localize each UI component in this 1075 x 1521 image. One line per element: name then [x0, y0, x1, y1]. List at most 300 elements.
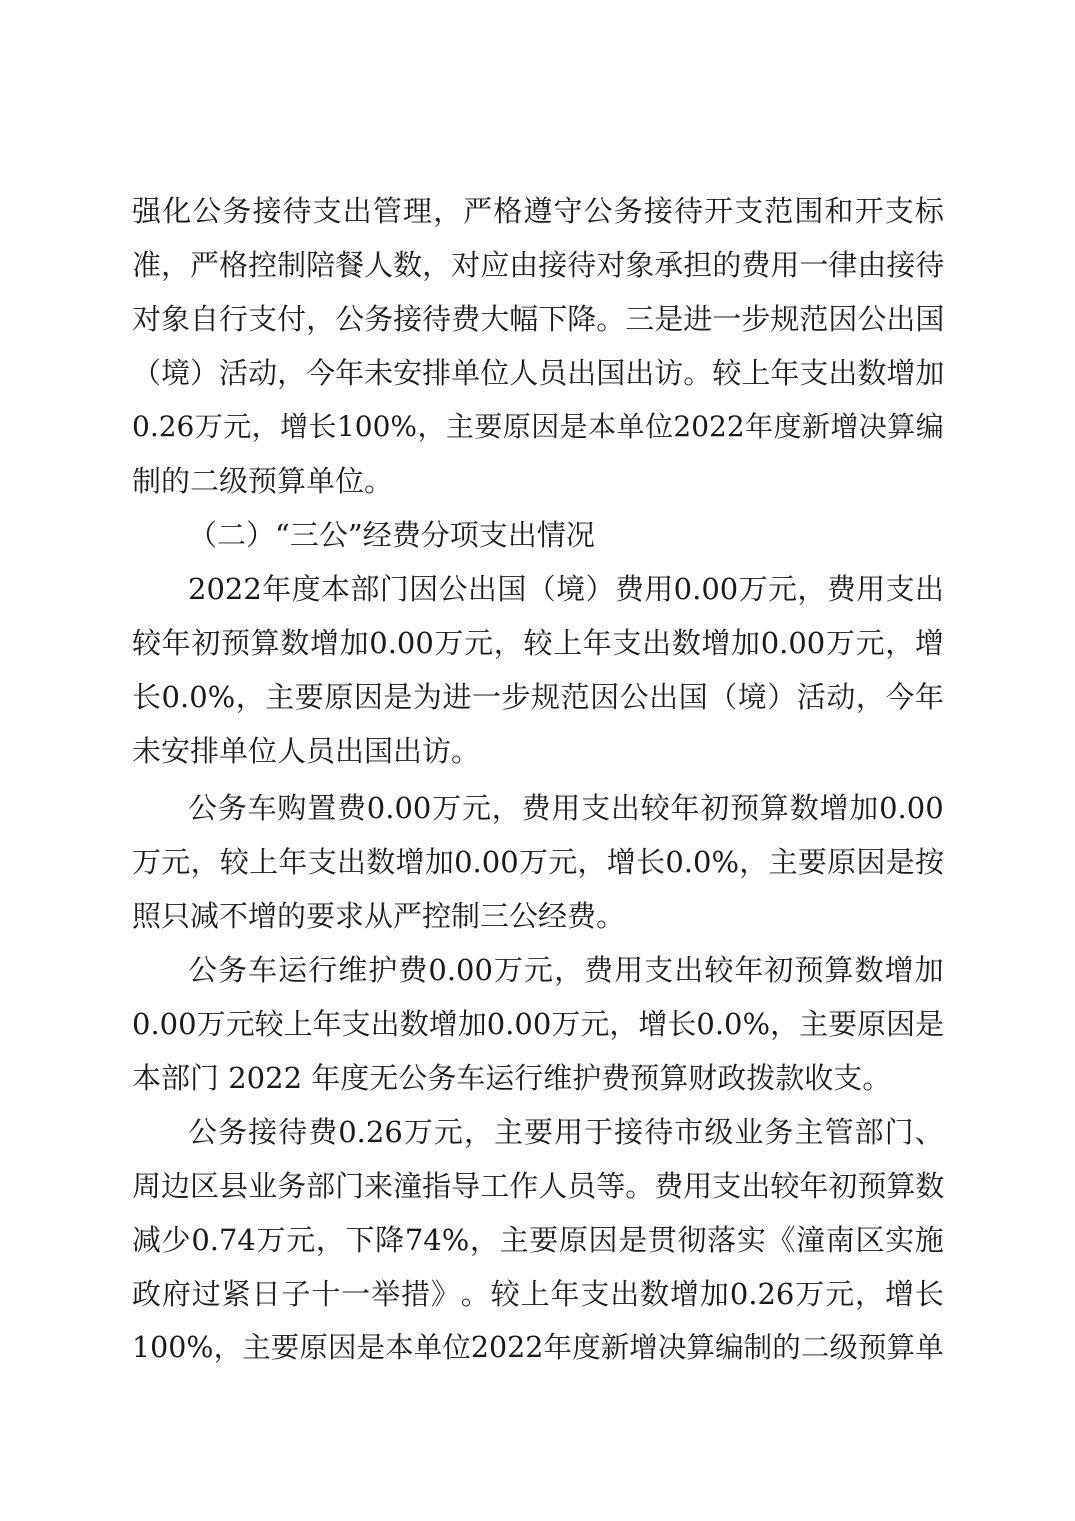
- glyph: 员: [538, 356, 568, 390]
- glyph: 公: [188, 953, 218, 987]
- glyph: 出: [370, 1007, 400, 1041]
- glyph: 政: [132, 1277, 162, 1311]
- glyph: 万: [196, 1007, 226, 1041]
- glyph: 象: [625, 248, 655, 282]
- glyph: 支: [712, 1169, 742, 1203]
- glyph: 降: [567, 302, 597, 336]
- glyph: 日: [251, 1277, 281, 1311]
- glyph: 较: [254, 1007, 284, 1041]
- glyph: 支: [644, 953, 674, 987]
- glyph: 增: [638, 1007, 668, 1041]
- glyph: 。: [596, 302, 626, 336]
- glyph: 紧: [221, 1277, 251, 1311]
- glyph: ，: [491, 791, 521, 825]
- glyph: 年: [745, 410, 774, 443]
- glyph: 初: [828, 1169, 858, 1203]
- glyph: 长: [636, 845, 666, 879]
- glyph: 原: [857, 1007, 887, 1041]
- glyph: 经: [362, 518, 392, 552]
- glyph: ）: [585, 572, 615, 606]
- glyph: 分: [420, 518, 450, 552]
- glyph: 数: [857, 356, 887, 390]
- glyph: 出: [642, 626, 672, 660]
- glyph: 施: [914, 1223, 944, 1257]
- glyph: 费: [521, 791, 551, 825]
- glyph: 数: [671, 626, 701, 660]
- glyph: 年: [335, 356, 365, 390]
- glyph: 0.0%: [665, 845, 740, 879]
- glyph: 用: [551, 791, 581, 825]
- glyph: 支: [581, 791, 611, 825]
- glyph: 待: [915, 248, 944, 282]
- glyph: 务: [217, 791, 247, 825]
- glyph: ，: [315, 1223, 345, 1257]
- glyph: 守: [553, 194, 583, 228]
- glyph: 车: [247, 791, 277, 825]
- glyph: 人: [509, 356, 539, 390]
- glyph: 级: [704, 1115, 734, 1149]
- glyph: 0.00: [486, 1007, 552, 1041]
- glyph: 较: [219, 845, 249, 879]
- glyph: 上: [741, 356, 771, 390]
- glyph: 于: [584, 1115, 614, 1149]
- glyph: 区: [855, 1223, 885, 1257]
- glyph: 万: [795, 1277, 825, 1311]
- glyph: 支: [734, 194, 764, 228]
- glyph: 加: [731, 626, 761, 660]
- glyph: 动: [826, 680, 856, 714]
- glyph: 初: [764, 953, 794, 987]
- glyph: 数: [789, 791, 819, 825]
- glyph: 0.00: [879, 791, 944, 825]
- glyph: 二: [217, 518, 247, 552]
- glyph: “: [275, 518, 290, 552]
- glyph: 格: [219, 248, 249, 282]
- glyph: 增: [395, 845, 425, 879]
- glyph: ，: [493, 626, 523, 660]
- glyph: 府: [161, 1277, 191, 1311]
- glyph: 新: [801, 410, 830, 443]
- glyph: 严: [463, 194, 493, 228]
- glyph: 管: [372, 194, 402, 228]
- glyph: 用: [683, 1169, 713, 1203]
- glyph: 预: [858, 1331, 887, 1364]
- glyph: 下: [538, 302, 568, 336]
- glyph: 因: [828, 302, 858, 336]
- text-line: [188, 562, 944, 616]
- glyph: 0.0%: [161, 680, 236, 714]
- glyph: 护: [368, 953, 398, 987]
- glyph: 本: [588, 410, 617, 443]
- glyph: 因: [409, 572, 439, 606]
- glyph: 接: [393, 302, 423, 336]
- glyph: 和: [824, 194, 854, 228]
- glyph: （: [526, 572, 556, 606]
- glyph: 人: [364, 248, 394, 282]
- glyph: 较: [704, 953, 734, 987]
- glyph: 支: [248, 302, 278, 336]
- glyph: 增: [670, 1277, 700, 1311]
- glyph: 0.00: [369, 626, 434, 660]
- glyph: 主: [445, 410, 474, 443]
- glyph: 万: [132, 845, 162, 879]
- glyph: 预: [730, 791, 760, 825]
- glyph: 长: [914, 1277, 944, 1311]
- text-line: 本部门 2022 年度无公务车运行维护费预算财政拨款收支。: [132, 1061, 892, 1095]
- glyph: 数: [915, 1169, 944, 1203]
- glyph: 是: [618, 1223, 648, 1257]
- glyph: 车: [248, 953, 278, 987]
- glyph: 本: [385, 1331, 414, 1364]
- glyph: 0.74: [191, 1223, 256, 1257]
- glyph: 国: [596, 356, 626, 390]
- glyph: 餐: [335, 248, 365, 282]
- glyph: 今: [885, 680, 915, 714]
- glyph: 数: [854, 953, 884, 987]
- glyph: ）: [767, 680, 797, 714]
- glyph: 增: [884, 953, 914, 987]
- glyph: 公: [335, 302, 365, 336]
- glyph: 务: [364, 302, 394, 336]
- glyph: 算: [759, 791, 789, 825]
- glyph: ，: [770, 1007, 800, 1041]
- glyph: 加: [424, 845, 454, 879]
- glyph: 十: [311, 1277, 341, 1311]
- glyph: 象: [161, 302, 191, 336]
- glyph: 周: [132, 1169, 162, 1203]
- glyph: 接: [248, 1115, 278, 1149]
- glyph: 出: [828, 356, 858, 390]
- glyph: 国: [497, 572, 527, 606]
- glyph: 元: [855, 626, 885, 660]
- glyph: 严: [190, 248, 220, 282]
- glyph: 度: [773, 410, 802, 443]
- glyph: 长: [132, 680, 162, 714]
- text-line: [132, 1213, 944, 1267]
- glyph: 预: [220, 626, 250, 660]
- glyph: 员: [567, 1169, 597, 1203]
- glyph: ，: [855, 1277, 885, 1311]
- glyph: 主: [768, 845, 798, 879]
- glyph: 标: [914, 194, 944, 228]
- glyph: 购: [277, 791, 307, 825]
- glyph: 业: [734, 1115, 764, 1149]
- glyph: 公: [188, 1115, 218, 1149]
- glyph: 的: [772, 1331, 801, 1364]
- glyph: 万: [194, 410, 223, 443]
- glyph: 主: [265, 680, 295, 714]
- glyph: 动: [248, 356, 278, 390]
- glyph: 管: [824, 1115, 854, 1149]
- glyph: 自: [190, 302, 220, 336]
- glyph: 待: [673, 194, 703, 228]
- glyph: 因: [327, 1331, 357, 1364]
- glyph: 一: [799, 248, 829, 282]
- glyph: 控: [248, 248, 278, 282]
- glyph: 境: [737, 680, 767, 714]
- glyph: 是: [559, 410, 588, 443]
- glyph: 出: [610, 1277, 640, 1311]
- glyph: 出: [342, 194, 372, 228]
- glyph: 元: [223, 410, 252, 443]
- glyph: 元: [461, 791, 491, 825]
- text-line: [188, 943, 944, 997]
- glyph: 待: [282, 194, 312, 228]
- glyph: 。: [683, 356, 713, 390]
- glyph: 三: [625, 302, 655, 336]
- glyph: 要: [474, 410, 503, 443]
- glyph: 主: [493, 1115, 523, 1149]
- glyph: 三: [289, 518, 319, 552]
- glyph: 级: [829, 1331, 858, 1364]
- glyph: 由: [509, 248, 539, 282]
- text-line: [132, 184, 944, 238]
- glyph: 的: [712, 248, 742, 282]
- glyph: 下: [345, 1223, 375, 1257]
- glyph: 支: [799, 356, 829, 390]
- glyph: 用: [554, 1115, 584, 1149]
- glyph: 子: [281, 1277, 311, 1311]
- text-line: 制的二级预算单位。: [132, 464, 394, 498]
- glyph: 年: [550, 1277, 580, 1311]
- glyph: 算: [886, 1169, 916, 1203]
- glyph: 按: [914, 845, 944, 879]
- glyph: 算: [886, 1331, 916, 1364]
- glyph: 因: [886, 1007, 916, 1041]
- glyph: ，: [306, 302, 336, 336]
- glyph: 0.00: [760, 626, 826, 660]
- text-line: [132, 400, 944, 454]
- glyph: ，: [417, 410, 446, 443]
- glyph: 长: [308, 410, 337, 443]
- glyph: 为: [412, 680, 442, 714]
- glyph: ”: [347, 518, 363, 552]
- glyph: 2022: [470, 1331, 544, 1364]
- text-line: [132, 1321, 944, 1375]
- glyph: 年: [770, 356, 800, 390]
- glyph: 年: [312, 1007, 342, 1041]
- glyph: 上: [553, 626, 583, 660]
- glyph: 大: [480, 302, 510, 336]
- glyph: 贯: [647, 1223, 677, 1257]
- glyph: ，: [885, 626, 915, 660]
- glyph: 制: [743, 1331, 773, 1364]
- glyph: 公: [188, 791, 218, 825]
- glyph: 因: [590, 680, 620, 714]
- glyph: 置: [307, 791, 337, 825]
- glyph: 加: [339, 626, 369, 660]
- glyph: 增: [629, 1331, 658, 1364]
- glyph: 费: [654, 1169, 684, 1203]
- glyph: 支: [580, 1277, 610, 1311]
- glyph: 主: [242, 1331, 271, 1364]
- glyph: 年: [582, 626, 612, 660]
- glyph: 国: [915, 302, 944, 336]
- glyph: 费: [308, 1115, 338, 1149]
- glyph: 承: [654, 248, 684, 282]
- glyph: 年: [799, 1169, 829, 1203]
- glyph: 主: [794, 1115, 824, 1149]
- glyph: ，: [161, 248, 191, 282]
- glyph: 支: [312, 194, 342, 228]
- glyph: 费: [336, 791, 366, 825]
- glyph: 0.00: [428, 953, 493, 987]
- glyph: 待: [567, 248, 597, 282]
- glyph: 支: [884, 194, 914, 228]
- glyph: 主: [499, 1223, 529, 1257]
- glyph: 实: [736, 1223, 766, 1257]
- glyph: 未: [364, 356, 394, 390]
- glyph: 算: [824, 953, 854, 987]
- glyph: 原: [324, 680, 354, 714]
- glyph: 万: [551, 1007, 581, 1041]
- glyph: 潼: [796, 1223, 826, 1257]
- glyph: 2022: [188, 572, 262, 606]
- glyph: 增: [280, 410, 309, 443]
- glyph: 业: [248, 1169, 278, 1203]
- glyph: 一: [471, 680, 501, 714]
- glyph: 公: [438, 572, 468, 606]
- glyph: 0.00: [366, 791, 432, 825]
- glyph: 排: [422, 356, 452, 390]
- glyph: 》: [430, 1277, 460, 1311]
- glyph: 落: [707, 1223, 737, 1257]
- text-line: [132, 1267, 944, 1321]
- glyph: 出: [507, 518, 537, 552]
- glyph: 要: [828, 1007, 858, 1041]
- glyph: 出: [567, 356, 597, 390]
- glyph: ，: [739, 845, 769, 879]
- glyph: 费: [451, 302, 481, 336]
- glyph: 减: [132, 1223, 162, 1257]
- glyph: 开: [704, 194, 734, 228]
- glyph: 增: [606, 845, 636, 879]
- glyph: ，: [797, 572, 827, 606]
- glyph: 长: [667, 1007, 697, 1041]
- glyph: 因: [588, 1223, 618, 1257]
- glyph: 因: [531, 410, 560, 443]
- text-line: [132, 670, 944, 724]
- glyph: 准: [132, 248, 162, 282]
- glyph: 围: [794, 194, 824, 228]
- glyph: 算: [250, 626, 280, 660]
- glyph: 对: [451, 248, 481, 282]
- glyph: 是: [915, 1007, 944, 1041]
- glyph: 出: [886, 302, 916, 336]
- glyph: 要: [797, 845, 827, 879]
- glyph: 0.26: [338, 1115, 403, 1149]
- glyph: 务: [222, 194, 252, 228]
- glyph: 要: [270, 1331, 300, 1364]
- glyph: ，: [609, 1007, 639, 1041]
- glyph: 公: [318, 518, 348, 552]
- glyph: 要: [524, 1115, 554, 1149]
- glyph: 规: [531, 680, 561, 714]
- glyph: 元: [580, 1007, 610, 1041]
- glyph: 因: [856, 845, 886, 879]
- glyph: 增: [886, 356, 916, 390]
- glyph: 要: [529, 1223, 559, 1257]
- text-line: [132, 835, 944, 889]
- glyph: 年: [262, 572, 292, 606]
- glyph: 0.0%: [696, 1007, 771, 1041]
- glyph: （: [188, 518, 218, 552]
- glyph: 降: [375, 1223, 405, 1257]
- glyph: 导: [451, 1169, 481, 1203]
- text-line: 未安排单位人员出国出访。: [132, 734, 481, 768]
- glyph: 元: [548, 845, 578, 879]
- glyph: 出: [625, 356, 655, 390]
- glyph: 支: [307, 845, 337, 879]
- glyph: ，: [577, 845, 607, 879]
- glyph: 万: [403, 1115, 433, 1149]
- glyph: 数: [366, 845, 396, 879]
- glyph: 费: [398, 953, 428, 987]
- glyph: 今: [306, 356, 336, 390]
- glyph: 元: [524, 953, 554, 987]
- glyph: 强: [132, 194, 162, 228]
- glyph: 来: [364, 1169, 394, 1203]
- glyph: 格: [493, 194, 523, 228]
- glyph: 元: [768, 572, 798, 606]
- text-line: [132, 616, 944, 670]
- glyph: 务: [764, 1115, 794, 1149]
- text-line: 照只减不增的要求从严控制三公经费。: [132, 899, 626, 933]
- glyph: 加: [457, 1007, 487, 1041]
- glyph: 0.26: [729, 1277, 795, 1311]
- glyph: 制: [277, 248, 307, 282]
- glyph: ，: [855, 680, 885, 714]
- glyph: 过: [191, 1277, 221, 1311]
- glyph: 单: [451, 356, 481, 390]
- glyph: 支: [612, 626, 642, 660]
- glyph: 较: [770, 1169, 800, 1203]
- glyph: 100%: [132, 1331, 214, 1364]
- glyph: 上: [249, 845, 279, 879]
- glyph: 部: [350, 572, 380, 606]
- glyph: 接: [614, 1115, 644, 1149]
- glyph: 部: [306, 1169, 336, 1203]
- glyph: 万: [256, 1223, 286, 1257]
- glyph: 、: [914, 1115, 944, 1149]
- glyph: 工: [480, 1169, 510, 1203]
- glyph: 增: [428, 1007, 458, 1041]
- glyph: 步: [501, 680, 531, 714]
- glyph: 年: [734, 953, 764, 987]
- glyph: 万: [518, 845, 548, 879]
- glyph: 数: [280, 626, 310, 660]
- text-line: [188, 781, 944, 835]
- glyph: 作: [509, 1169, 539, 1203]
- glyph: 境: [161, 356, 191, 390]
- glyph: 万: [825, 626, 855, 660]
- glyph: 出: [610, 791, 640, 825]
- glyph: 行: [308, 953, 338, 987]
- glyph: （: [708, 680, 738, 714]
- glyph: 较: [712, 356, 742, 390]
- glyph: 初: [191, 626, 221, 660]
- glyph: 编: [915, 410, 944, 443]
- text-line: [132, 346, 944, 400]
- glyph: 务: [218, 1115, 248, 1149]
- text-line: [132, 997, 944, 1051]
- glyph: 加: [849, 791, 879, 825]
- glyph: 门: [335, 1169, 365, 1203]
- glyph: 门: [884, 1115, 914, 1149]
- glyph: 出: [674, 953, 704, 987]
- glyph: 市: [674, 1115, 704, 1149]
- glyph: ，: [213, 1331, 243, 1364]
